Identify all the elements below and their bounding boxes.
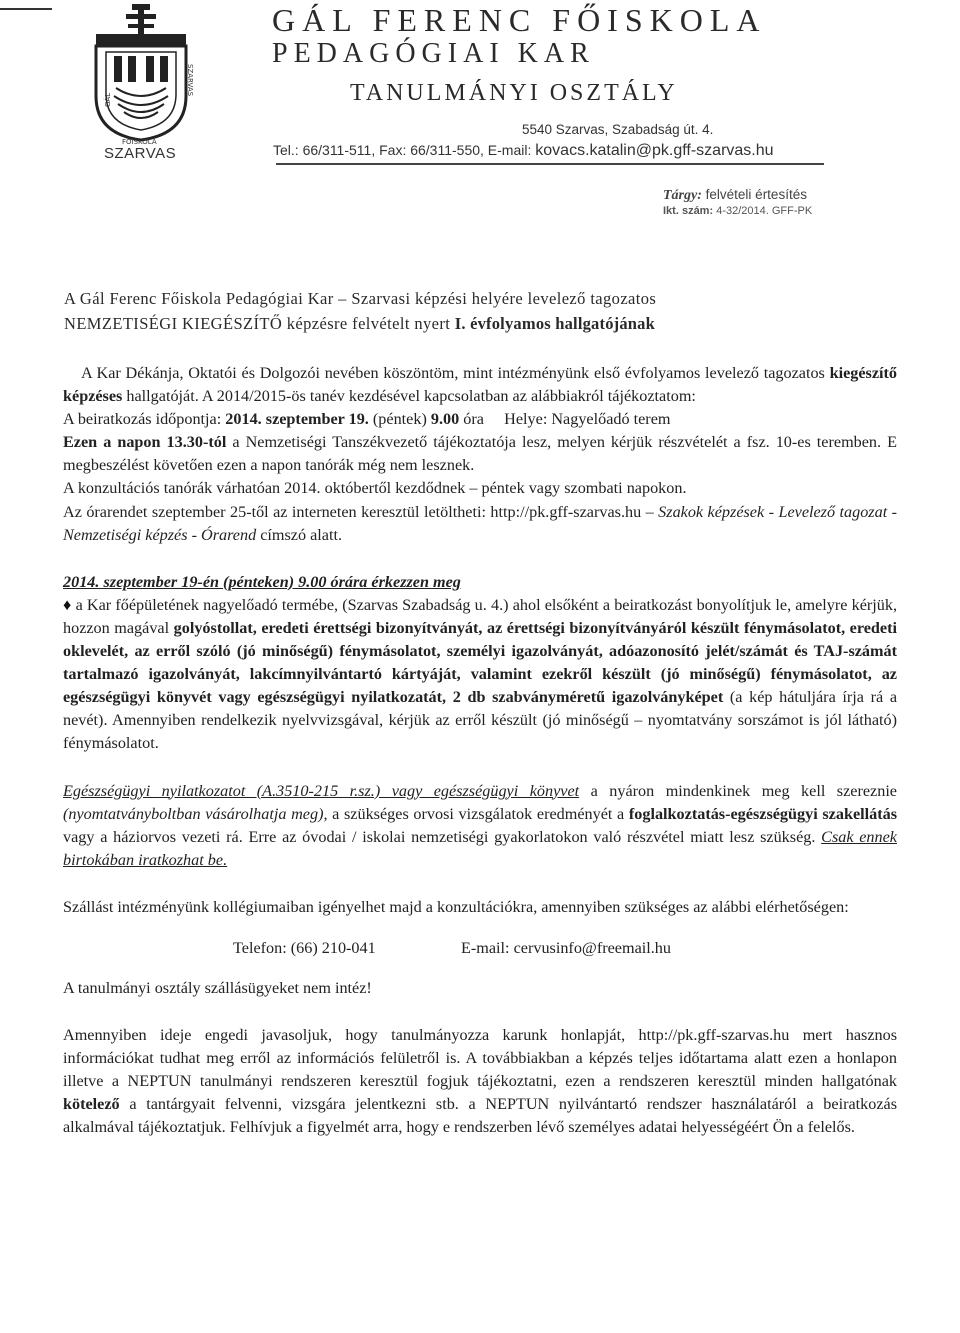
accommodation-email: E-mail: cervusinfo@freemail.hu xyxy=(461,938,671,957)
reference-number xyxy=(663,205,812,217)
crest-city-label: SZARVAS xyxy=(104,145,177,162)
contact-line xyxy=(273,142,774,160)
title-program: NEMZETISÉGI KIEGÉSZÍTŐ xyxy=(64,314,283,333)
institution-name: GÁL FERENC FŐISKOLA xyxy=(272,2,767,38)
svg-text:SZARVAS: SZARVAS xyxy=(186,64,194,97)
reference-label: Ikt. szám: xyxy=(663,205,714,217)
letter-body xyxy=(63,362,897,1140)
diamond-bullet-icon: ♦ xyxy=(63,595,72,614)
enrollment-place: óra Helye: Nagyelőadó terem xyxy=(463,410,671,429)
website-paragraph xyxy=(63,1024,897,1139)
faculty-name: PEDAGÓGIAI KAR xyxy=(272,38,595,69)
accommodation-phone: Telefon: (66) 210-041 xyxy=(233,938,376,957)
svg-text:FŐISKOLA: FŐISKOLA xyxy=(122,138,157,146)
letter-title xyxy=(64,286,896,336)
arrival-heading xyxy=(63,571,897,594)
health-text-3: vagy a háziorvos vezeti rá. Erre az óvodai / iskolai nemzetiségi gyakorlatokon való részvétel miatt lesz szükség. xyxy=(63,827,816,846)
email-address: kovacs.katalin@pk.gff-szarvas.hu xyxy=(535,142,774,159)
health-paragraph xyxy=(63,780,897,872)
briefing-paragraph xyxy=(63,431,897,477)
briefing-time: Ezen a napon 13.30-tól xyxy=(63,433,227,452)
greeting-paragraph xyxy=(63,362,897,408)
documents-note: (a kép hátuljára írja rá a nevét). Amennyiben rendelkezik nyelvvizsgával, kérjük az erről készült (jó minőségű – nyomtatvány sorszámot is jól látható) fénymásolatot. xyxy=(63,688,898,753)
consultation-line: A konzultációs tanórák várhatóan 2014. októbertől kezdődnek – péntek vagy szombati napokon. xyxy=(63,479,687,498)
timetable-text: Az órarendet szeptember 25-től az interneten keresztül letöltheti: http://pk.gff-szarvas.hu – xyxy=(63,502,654,521)
greeting-text: A Kar Dékánja, Oktatói és Dolgozói nevében köszöntöm, mint intézményünk első évfolyamos levelező tagozatos xyxy=(81,364,825,382)
documents-list: golyóstollat, eredeti érettségi bizonyítványát, az érettségi bizonyítványáról készült fénymásolatot, eredeti oklevelét, az erről szóló (jó minőségű) fénymásolatot, személyi igazolványát, adóazonosító jelét/számát és TAJ-számát tartalmazó igazolványát, lakcímnyilvántartó kártyáját, valamint ezekről készült (jó minőségű) fénymásolatot, az egészségügyi könyvét vagy egészségügyi nyilatkozatát, 2 db szabványméretű igazolványképet xyxy=(63,618,897,707)
health-service: foglalkoztatás-egészségügyi szakellátás xyxy=(628,804,898,823)
scan-corner-mark xyxy=(0,8,52,10)
postal-address: 5540 Szarvas, Szabadság út. 4. xyxy=(522,122,714,137)
website-text-end: a tantárgyait felvenni, vizsgára jelentkezni stb. a NEPTUN nyilvántartó rendszer használatáról a beiratkozás alkalmával tájékoztatjuk. Felhívjuk a figyelmét arra, hogy e rendszerben lévő személyes adatai helyességéért Ön a felelős. xyxy=(63,1095,897,1137)
greeting-text-end: hallgatóját. A 2014/2015-ös tanév kezdésével kapcsolatban az alábbiakról tájékoztatom: xyxy=(126,387,696,406)
timetable-paragraph xyxy=(63,501,897,547)
health-text-2: a szükséges orvosi vizsgálatok eredményét a xyxy=(332,804,625,823)
phone-fax-text: Tel.: 66/311-511, Fax: 66/311-550, E-mail: xyxy=(273,142,532,158)
documents-intro: a Kar főépületének nagyelőadó termébe, (Szarvas Szabadság u. 4.) ahol elsőként a beiratkozást bonyolítjuk le, amelyre kérjük, hozzon magával xyxy=(63,595,898,637)
program-type: kiegészítő képzéses xyxy=(63,364,898,406)
title-addressee: I. évfolyamos hallgatójának xyxy=(454,314,655,333)
enrollment-date-line xyxy=(63,408,897,431)
subject-line xyxy=(663,187,807,204)
health-text: a nyáron mindenkinek meg kell szereznie xyxy=(590,781,897,800)
title-line-1: A Gál Ferenc Főiskola Pedagógiai Kar – Szarvasi képzési helyére levelező tagozatos xyxy=(64,289,657,308)
enrollment-date: 2014. szeptember 19. xyxy=(225,410,369,429)
accommodation-paragraph: Szállást intézményünk kollégiumaiban igényelhet majd a konzultációkra, amennyiben szükséges az alábbi elérhetőségen: xyxy=(63,897,849,916)
briefing-text: a Nemzetiségi Tanszékvezető tájékoztatója lesz, melyen kérjük részvételét a fsz. 10-es teremben. E megbeszélést követően ezen a napon tanórák még nem lesznek. xyxy=(63,433,897,475)
title-line-2 xyxy=(64,311,896,336)
arrival-text: 2014. szeptember 19-én (pénteken) 9.00 órára érkezzen meg xyxy=(63,572,461,591)
college-crest-logo xyxy=(82,4,200,154)
documents-paragraph xyxy=(63,594,897,756)
timetable-path: Szakok képzések - Levelező tagozat - Nemzetiségi képzés - Órarend xyxy=(63,502,898,544)
reference-value: 4-32/2014. GFF-PK xyxy=(716,205,813,217)
accommodation-contact xyxy=(63,937,897,961)
health-document: Egészségügyi nyilatkozatot (A.3510-215 r.sz.) vagy egészségügyi könyvet xyxy=(63,781,580,800)
svg-text:GÁL: GÁL xyxy=(104,92,112,107)
subject-label: Tárgy: xyxy=(663,188,702,203)
accommodation-notice: A tanulmányi osztály szállásügyeket nem intéz! xyxy=(63,978,372,997)
enrollment-label: A beiratkozás időpontja: xyxy=(63,410,222,429)
timetable-text-end: címszó alatt. xyxy=(260,525,343,544)
title-admitted: képzésre felvételt nyert xyxy=(286,314,451,333)
header-divider xyxy=(276,163,824,165)
health-requirement: Csak ennek birtokában iratkozhat be. xyxy=(63,827,897,869)
enrollment-weekday: (péntek) xyxy=(372,410,427,429)
enrollment-time: 9.00 xyxy=(430,410,460,429)
mandatory-word: kötelező xyxy=(63,1095,120,1114)
website-text: Amennyiben ideje engedi javasoljuk, hogy tanulmányozza karunk honlapját, http://pk.gff-szarvas.hu mert hasznos információkat tudhat meg erről az információs felületről is. A továbbiakban a képzés teljes időtartama alatt ezen a honlapon illetve a NEPTUN tanulmányi rendszeren keresztül fogjuk tájékoztatni, ezen a rendszeren keresztül minden hallgatónak xyxy=(63,1026,897,1091)
health-purchase-note: (nyomtatványboltban vásárolhatja meg), xyxy=(63,804,328,823)
subject-value: felvételi értesítés xyxy=(705,187,807,202)
department-name: TANULMÁNYI OSZTÁLY xyxy=(350,80,678,106)
